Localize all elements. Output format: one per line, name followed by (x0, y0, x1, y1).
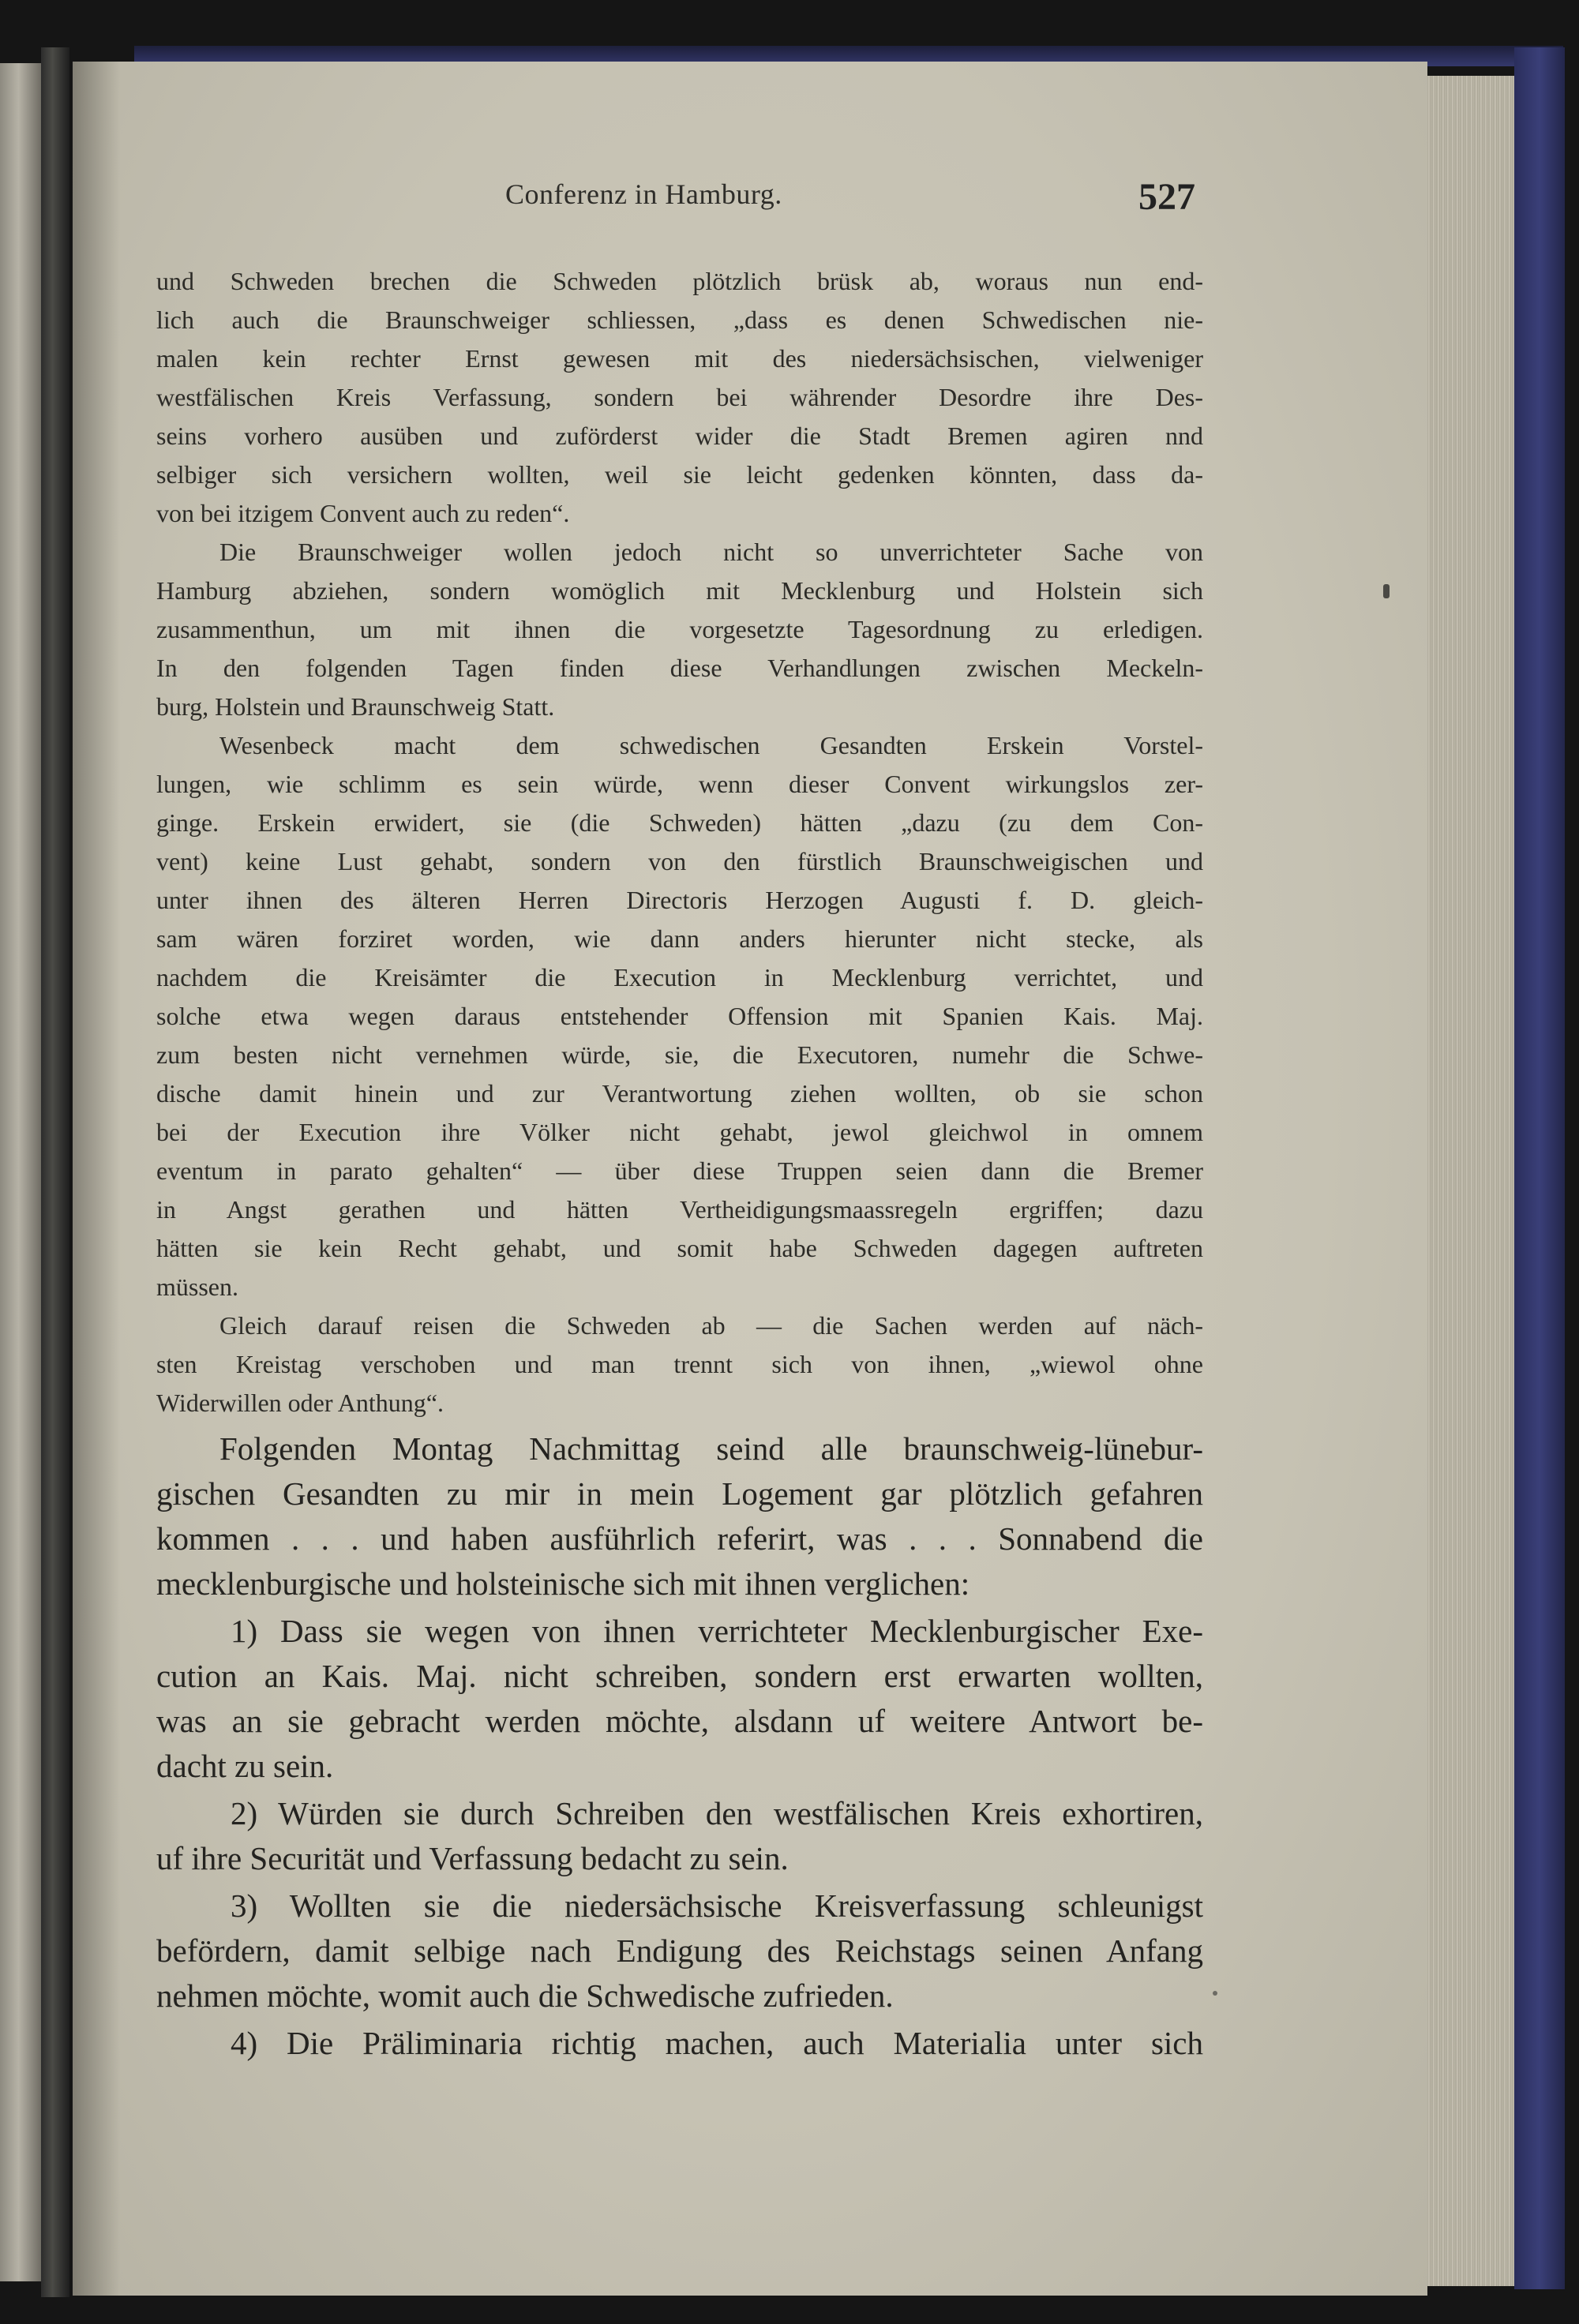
text-line: malen kein rechter Ernst gewesen mit des niedersächsischen, vielweniger (156, 344, 1203, 373)
gutter-shadow (73, 62, 120, 2296)
page-number: 527 (1138, 176, 1195, 218)
text-line: Wesenbeck macht dem schwedischen Gesandten Erskein Vorstel- (219, 731, 1203, 759)
text-line: und Schweden brechen die Schweden plötzlich brüsk ab, woraus nun end- (156, 267, 1203, 295)
text-line: Widerwillen oder Anthung“. (156, 1389, 444, 1417)
text-line: lich auch die Braunschweiger schliessen, „dass es denen Schwedischen nie- (156, 305, 1203, 334)
text-line: Die Braunschweiger wollen jedoch nicht so unverrichteter Sache von (219, 538, 1203, 566)
margin-mark (1383, 584, 1390, 598)
quote-line: was an sie gebracht werden möchte, alsdann uf weitere Antwort be- (156, 1703, 1203, 1739)
text-line: selbiger sich versichern wollten, weil sie leicht gedenken könnten, dass da- (156, 460, 1203, 489)
text-line: In den folgenden Tagen finden diese Verhandlungen zwischen Meckeln- (156, 654, 1203, 682)
quote-line: 4) Die Präliminaria richtig machen, auch Materialia unter sich (231, 2025, 1203, 2061)
quote-line: 2) Würden sie durch Schreiben den westfälischen Kreis exhortiren, (231, 1795, 1203, 1831)
quote-line: mecklenburgische und holsteinische sich mit ihnen verglichen: (156, 1565, 970, 1602)
text-line: seins vorhero ausüben und zuförderst wider die Stadt Bremen agiren nnd (156, 422, 1203, 450)
running-title: Conferenz in Hamburg. (505, 178, 782, 210)
quote-line: gischen Gesandten zu mir in mein Logement gar plötzlich gefahren (156, 1475, 1203, 1512)
text-line: nachdem die Kreisämter die Execution in Mecklenburg verrichtet, und (156, 963, 1203, 991)
quote-line: cution an Kais. Maj. nicht schreiben, sondern erst erwarten wollten, (156, 1658, 1203, 1694)
book-gutter (41, 47, 69, 2297)
text-line: müssen. (156, 1273, 238, 1301)
quote-line: 3) Wollten sie die niedersächsische Kreisverfassung schleunigst (231, 1887, 1203, 1924)
text-line: zum besten nicht vernehmen würde, sie, die Executoren, numehr die Schwe- (156, 1040, 1203, 1069)
margin-dot (1213, 1991, 1217, 1996)
page-stack-edge (1421, 76, 1514, 2286)
text-line: hätten sie kein Recht gehabt, und somit habe Schweden dagegen auftreten (156, 1234, 1203, 1262)
facing-page-edge (0, 63, 41, 2281)
text-line: bei der Execution ihre Völker nicht gehabt, jewol gleichwol in omnem (156, 1118, 1203, 1146)
text-line: unter ihnen des älteren Herren Directoris Herzogen Augusti f. D. gleich- (156, 886, 1203, 914)
text-line: westfälischen Kreis Verfassung, sondern bei währender Desordre ihre Des- (156, 383, 1203, 411)
text-line: Hamburg abziehen, sondern womöglich mit Mecklenburg und Holstein sich (156, 576, 1203, 605)
book-cover-right (1514, 47, 1565, 2289)
quote-line: Folgenden Montag Nachmittag seind alle braunschweig-lünebur- (219, 1430, 1203, 1467)
text-line: burg, Holstein und Braunschweig Statt. (156, 692, 555, 721)
quote-line: dacht zu sein. (156, 1748, 334, 1784)
text-line: vent) keine Lust gehabt, sondern von den fürstlich Braunschweigischen und (156, 847, 1203, 875)
text-line: in Angst gerathen und hätten Vertheidigungsmaassregeln ergriffen; dazu (156, 1195, 1203, 1224)
quote-line: befördern, damit selbige nach Endigung des Reichstags seinen Anfang (156, 1932, 1203, 1969)
text-line: dische damit hinein und zur Verantwortung ziehen wollten, ob sie schon (156, 1079, 1203, 1108)
quote-line: uf ihre Securität und Verfassung bedacht zu sein. (156, 1840, 789, 1876)
quote-line: nehmen möchte, womit auch die Schwedische zufrieden. (156, 1977, 894, 2014)
quote-line: 1) Dass sie wegen von ihnen verrichteter Mecklenburgischer Exe- (231, 1613, 1203, 1649)
text-line: zusammenthun, um mit ihnen die vorgesetzte Tagesordnung zu erledigen. (156, 615, 1203, 643)
text-line: Gleich darauf reisen die Schweden ab — die Sachen werden auf näch- (219, 1311, 1203, 1340)
text-line: lungen, wie schlimm es sein würde, wenn dieser Convent wirkungslos zer- (156, 770, 1203, 798)
text-line: ginge. Erskein erwidert, sie (die Schweden) hätten „dazu (zu dem Con- (156, 808, 1203, 837)
text-line: eventum in parato gehalten“ — über diese Truppen seien dann die Bremer (156, 1156, 1203, 1185)
text-line: sam wären forziret worden, wie dann anders hierunter nicht stecke, als (156, 924, 1203, 953)
text-line: solche etwa wegen daraus entstehender Offension mit Spanien Kais. Maj. (156, 1002, 1203, 1030)
text-line: von bei itzigem Convent auch zu reden“. (156, 499, 570, 527)
text-line: sten Kreistag verschoben und man trennt sich von ihnen, „wiewol ohne (156, 1350, 1203, 1378)
quote-line: kommen . . . und haben ausführlich referirt, was . . . Sonnabend die (156, 1520, 1203, 1557)
